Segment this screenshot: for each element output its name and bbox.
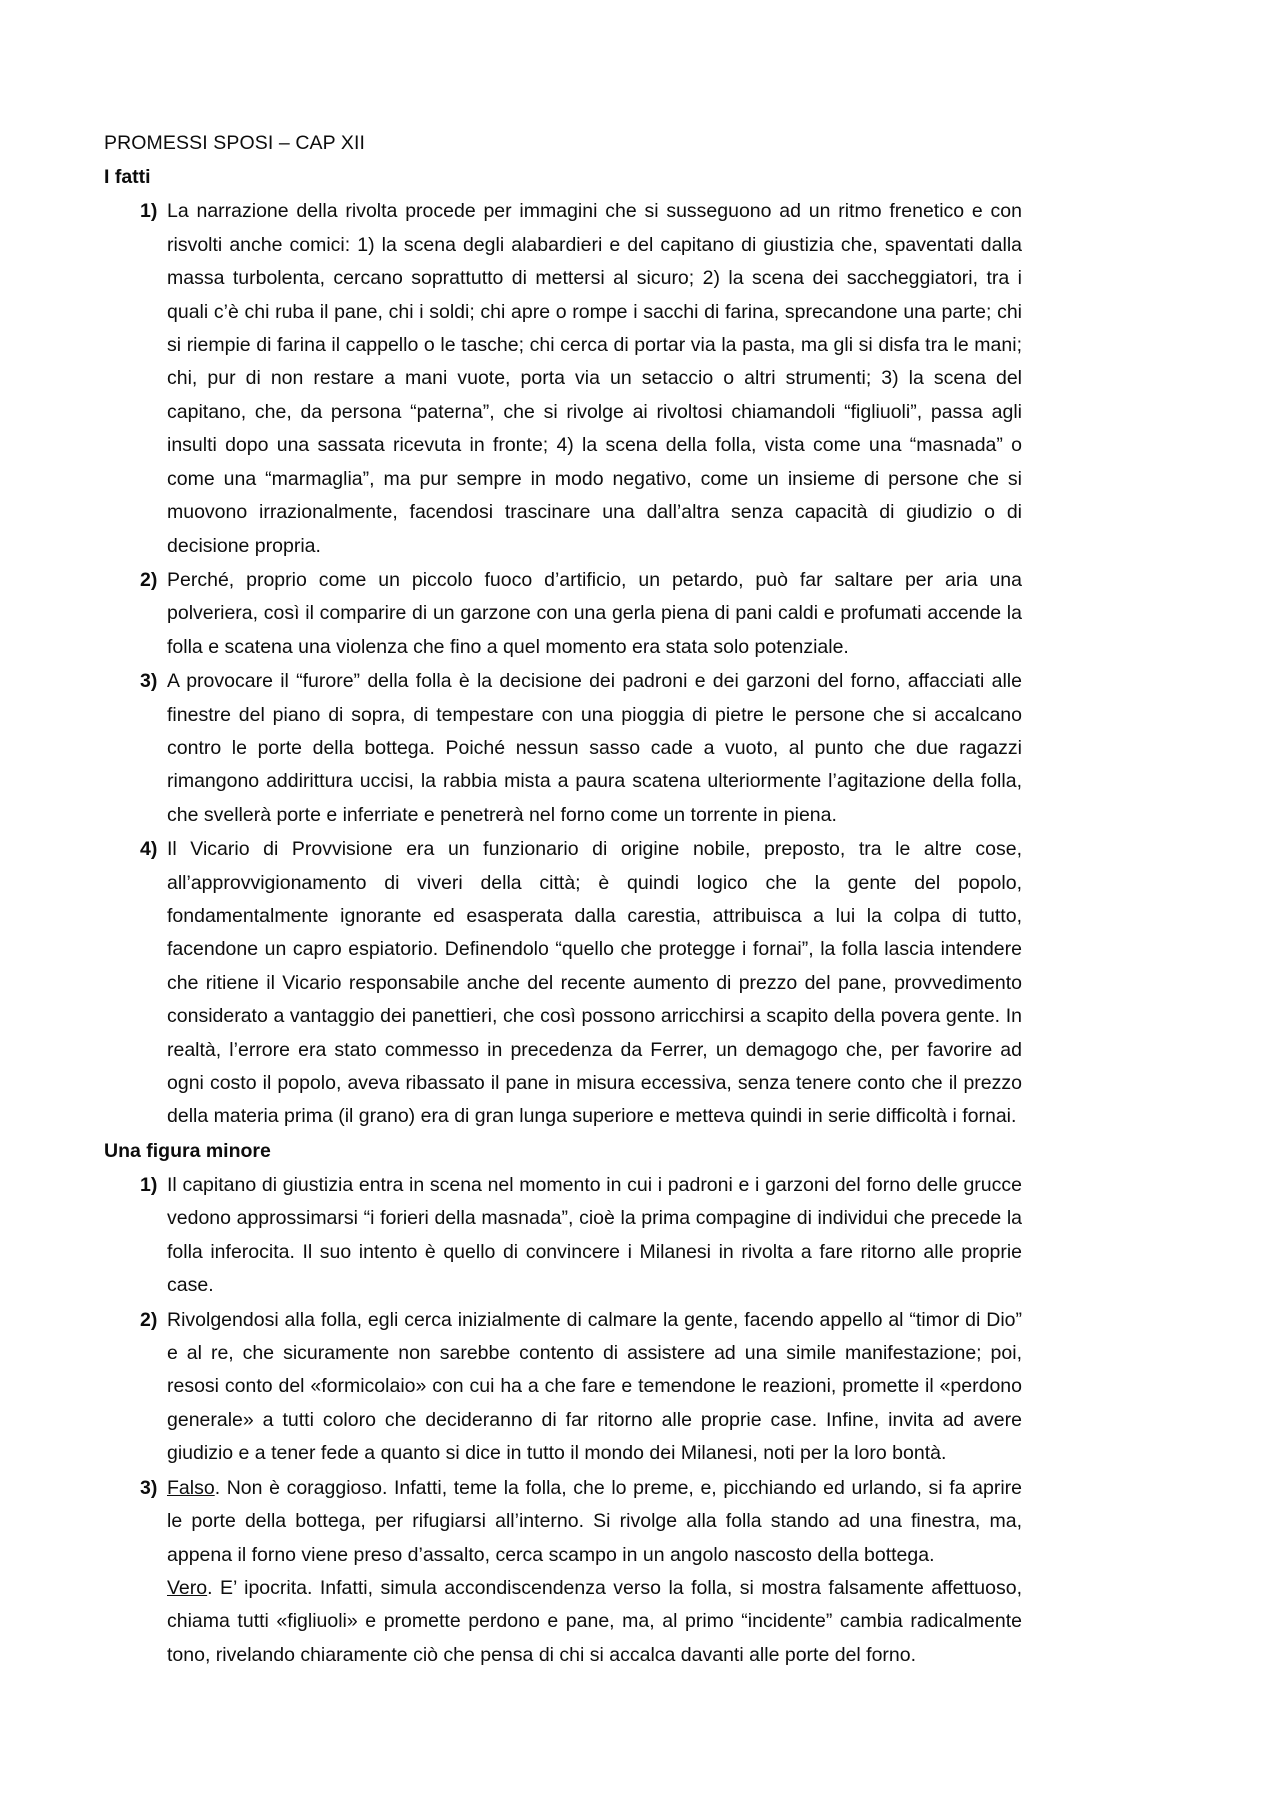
list-item-text-multi <box>167 1472 1022 1672</box>
list-item-text: La narrazione della rivolta procede per immagini che si susseguono ad un ritmo frenetico e con risvolti anche comici: 1) la scena degli alabardieri e del capitano di giustizia che, spaventati dalla massa turbolenta, cercano soprattutto di mettersi al sicuro; 2) la scena dei saccheggiatori, tra i quali c’è chi ruba il pane, chi i soldi; chi apre o rompe i sacchi di farina, sprecandone una parte; chi si riempie di farina il cappello o le tasche; chi cerca di portar via la pasta, ma gli si disfa tra le mani; chi, pur di non restare a mani vuote, porta via un setaccio o altri strumenti; 3) la scena del capitano, che, da persona “paterna”, che si rivolge ai rivoltosi chiamandoli “figliuoli”, passa agli insulti dopo una sassata ricevuta in fronte; 4) la scena della folla, vista come una “masnada” o come una “marmaglia”, ma pur sempre in modo negativo, come un insieme di persone che si muovono irrazionalmente, facendosi trascinare una dall’altra senza capacità di giudizio o di decisione propria. <box>167 200 1022 557</box>
list-item <box>104 564 1022 664</box>
document-title: PROMESSI SPOSI – CAP XII <box>104 132 366 154</box>
list-marker: 1) <box>140 200 158 223</box>
section-una-figura-minore <box>104 1136 1022 1672</box>
section-heading-una-figura-minore: Una figura minore <box>104 1139 271 1162</box>
list-item <box>104 665 1022 832</box>
paragraph-vero <box>167 1572 1022 1672</box>
list-marker: 4) <box>140 838 158 861</box>
list-item-text: Rivolgendosi alla folla, egli cerca inizialmente di calmare la gente, facendo appello al “timor di Dio” e al re, che sicuramente non sarebbe contento di assistere ad una simile manifestazione; poi, resosi conto del «formicolaio» con cui ha a che fare e temendone le reazioni, promette il «perdono generale» a tutti coloro che decideranno di far ritorno alle proprie case. Infine, invita ad avere giudizio e a tener fede a quanto si dice in tutto il mondo dei Milanesi, noti per la loro bontà. <box>167 1308 1022 1465</box>
paragraph-falso-text: . Non è coraggioso. Infatti, teme la folla, che lo preme, e, picchiando ed urlando, si fa aprire le porte della bottega, per rifugiarsi all’interno. Si rivolge alla folla stando ad una finestra, ma, appena il forno viene preso d’assalto, cerca scampo in un angolo nascosto della bottega. <box>167 1476 1022 1566</box>
list-una-figura-minore <box>104 1169 1022 1672</box>
underlined-lead-vero: Vero <box>167 1576 208 1599</box>
list-i-fatti <box>104 195 1022 1133</box>
list-marker: 3) <box>140 670 158 693</box>
paragraph-vero-text: . E’ ipocrita. Infatti, simula accondiscendenza verso la folla, si mostra falsamente affettuoso, chiama tutti «figliuoli» e promette perdono e pane, ma, al primo “incidente” cambia radicalmente tono, rivelando chiaramente ciò che pensa di chi si accalca davanti alle porte del forno. <box>167 1576 1022 1666</box>
underlined-lead-falso: Falso <box>167 1476 215 1499</box>
list-marker: 3) <box>140 1476 158 1499</box>
list-marker: 2) <box>140 568 158 591</box>
list-item <box>104 195 1022 562</box>
list-item-text: Perché, proprio come un piccolo fuoco d’artificio, un petardo, può far saltare per aria una polveriera, così il comparire di un garzone con una gerla piena di pani caldi e profumati accende la folla e scatena una violenza che fino a quel momento era stata solo potenziale. <box>167 568 1022 658</box>
list-item <box>104 1304 1022 1471</box>
section-heading-i-fatti: I fatti <box>104 166 151 189</box>
list-item <box>104 1472 1022 1672</box>
paragraph-falso <box>167 1477 1022 1566</box>
list-item-text: A provocare il “furore” della folla è la decisione dei padroni e dei garzoni del forno, affacciati alle finestre del piano di sopra, di tempestare con una pioggia di pietre le persone che si accalcano contro le porte della bottega. Poiché nessun sasso cade a vuoto, al punto che due ragazzi rimangono addirittura uccisi, la rabbia mista a paura scatena ulteriormente l’agitazione della folla, che svellerà porte e inferriate e penetrerà nel forno come un torrente in piena. <box>167 670 1022 826</box>
list-marker: 1) <box>140 1174 158 1197</box>
list-item-text: Il capitano di giustizia entra in scena nel momento in cui i padroni e i garzoni del forno delle grucce vedono approssimarsi “i forieri della masnada”, cioè la prima compagine di individui che precede la folla inferocita. Il suo intento è quello di convincere i Milanesi in rivolta a fare ritorno alle proprie case. <box>167 1174 1022 1297</box>
list-marker: 2) <box>140 1308 158 1331</box>
list-item <box>104 1169 1022 1303</box>
list-item <box>104 833 1022 1134</box>
list-item-text: Il Vicario di Provvisione era un funzionario di origine nobile, preposto, tra le altre cose, all’approvvigionamento di viveri della città; è quindi logico che la gente del popolo, fondamentalmente ignorante ed esasperata dalla carestia, attribuisca a lui la colpa di tutto, facendone un capro espiatorio. Definendolo “quello che protegge i fornai”, la folla lascia intendere che ritiene il Vicario responsabile anche del recente aumento di prezzo del pane, provvedimento considerato a vantaggio dei panettieri, che così possono arricchirsi a scapito della povera gente. In realtà, l’errore era stato commesso in precedenza da Ferrer, un demagogo che, per favorire ad ogni costo il popolo, aveva ribassato il pane in misura eccessiva, senza tenere conto che il prezzo della materia prima (il grano) era di gran lunga superiore e metteva quindi in serie difficoltà i fornai. <box>167 838 1022 1128</box>
section-i-fatti <box>104 162 1022 1134</box>
